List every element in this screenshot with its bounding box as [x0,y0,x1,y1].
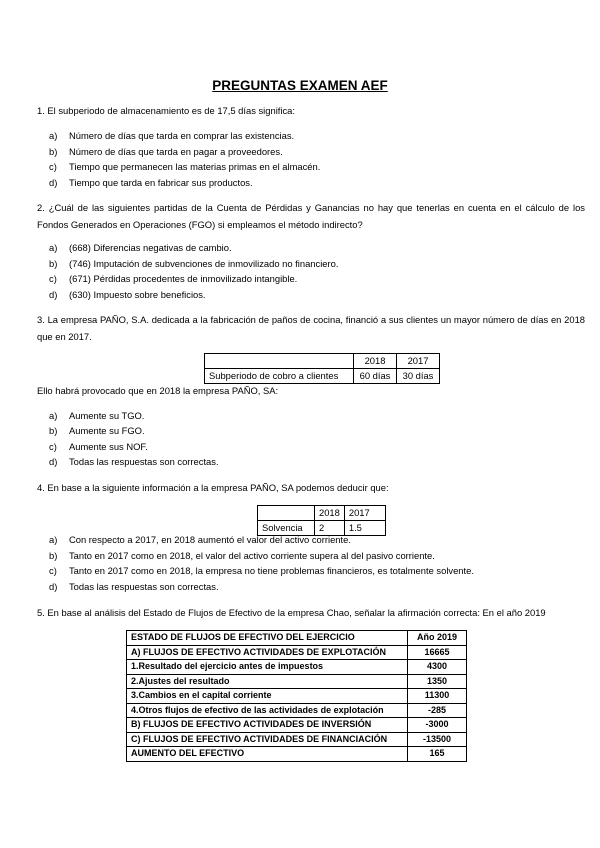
table-header-row: ESTADO DE FLUJOS DE EFECTIVO DEL EJERCICIO Año 2019 [127,631,467,646]
option[interactable]: d) Tiempo que tarda en fabricar sus productos. [49,176,253,188]
option[interactable]: a) Número de días que tarda en comprar las existencias. [49,130,295,141]
question-5: 5. En base al análisis del Estado de Flujos de Efectivo de la empresa Chao, señalar la afirmación correcta: En el año 2019 [37,607,546,618]
question-1: 1. El subperiodo de almacenamiento es de 17,5 días significa: [37,105,295,116]
option[interactable]: b) (746) Imputación de subvenciones de inmovilizado no financiero. [49,257,339,269]
option[interactable]: b) Tanto en 2017 como en 2018, el valor del activo corriente supera al del pasivo corriente. [49,549,435,561]
option[interactable]: d) Todas las respuestas son correctas. [49,456,219,468]
question-1-options [49,128,320,190]
option[interactable]: b) Número de días que tarda en pagar a proveedores. [49,145,283,157]
table-row: A) FLUJOS DE EFECTIVO ACTIVIDADES DE EXPLOTACIÓN 16665 [127,645,467,660]
option[interactable]: c) Aumente sus NOF. [49,440,148,452]
option[interactable]: d) Todas las respuestas son correctas. [49,580,219,592]
table-row: 2.Ajustes del resultado 1350 [127,674,467,689]
option[interactable]: a) Aumente su TGO. [49,410,145,421]
table-row: 3.Cambios en el capital corriente 11300 [127,689,467,704]
question-4-options [49,532,474,594]
question-4: 4. En base a la siguiente información a la empresa PAÑO, SA podemos deducir que: [37,482,389,493]
option[interactable]: a) Con respecto a 2017, en 2018 aumentó el valor del activo corriente. [49,534,351,545]
cash-flow-table [126,630,467,762]
question-3-followup: Ello habrá provocado que en 2018 la empresa PAÑO, SA: [37,385,279,396]
question-2-options [49,240,338,302]
question-2: 2. ¿Cuál de las siguientes partidas de la Cuenta de Pérdidas y Ganancias no hay que tenerlas en cuenta en el cálculo de los Fondos Generados en Operaciones (FGO) si empleamos el método indirecto? [37,202,585,230]
page-title: PREGUNTAS EXAMEN AEF [212,78,388,93]
option[interactable]: a) (668) Diferencias negativas de cambio. [49,242,232,253]
solvency-table: 2018 2017 Solvencia 2 1.5 [257,505,386,536]
table-row: C) FLUJOS DE EFECTIVO ACTIVIDADES DE FINANCIACIÓN -13500 [127,732,467,747]
question-3-options [49,408,219,470]
question-3: 3. La empresa PAÑO, S.A. dedicada a la fabricación de paños de cocina, financió a sus clientes un mayor número de días en 2018 que en 2017. [37,314,585,342]
table-row: AUMENTO DEL EFECTIVO 165 [127,747,467,762]
option[interactable]: c) Tanto en 2017 como en 2018, la empresa no tiene problemas financieros, es totalmente solvente. [49,565,474,576]
option[interactable]: d) (630) Impuesto sobre beneficios. [49,288,206,300]
option[interactable]: b) Aumente su FGO. [49,425,145,437]
receivables-period-table: 2018 2017 Subperiodo de cobro a clientes 60 días 30 días [204,353,440,384]
table-row: 1.Resultado del ejercicio antes de impuestos 4300 [127,660,467,675]
table-row: 4.Otros flujos de efectivo de las actividades de explotación -285 [127,703,467,718]
table-row: B) FLUJOS DE EFECTIVO ACTIVIDADES DE INVERSIÓN -3000 [127,718,467,733]
option[interactable]: c) Tiempo que permanecen las materias primas en el almacén. [49,161,321,172]
option[interactable]: c) (671) Pérdidas procedentes de inmovilizado intangible. [49,273,298,284]
